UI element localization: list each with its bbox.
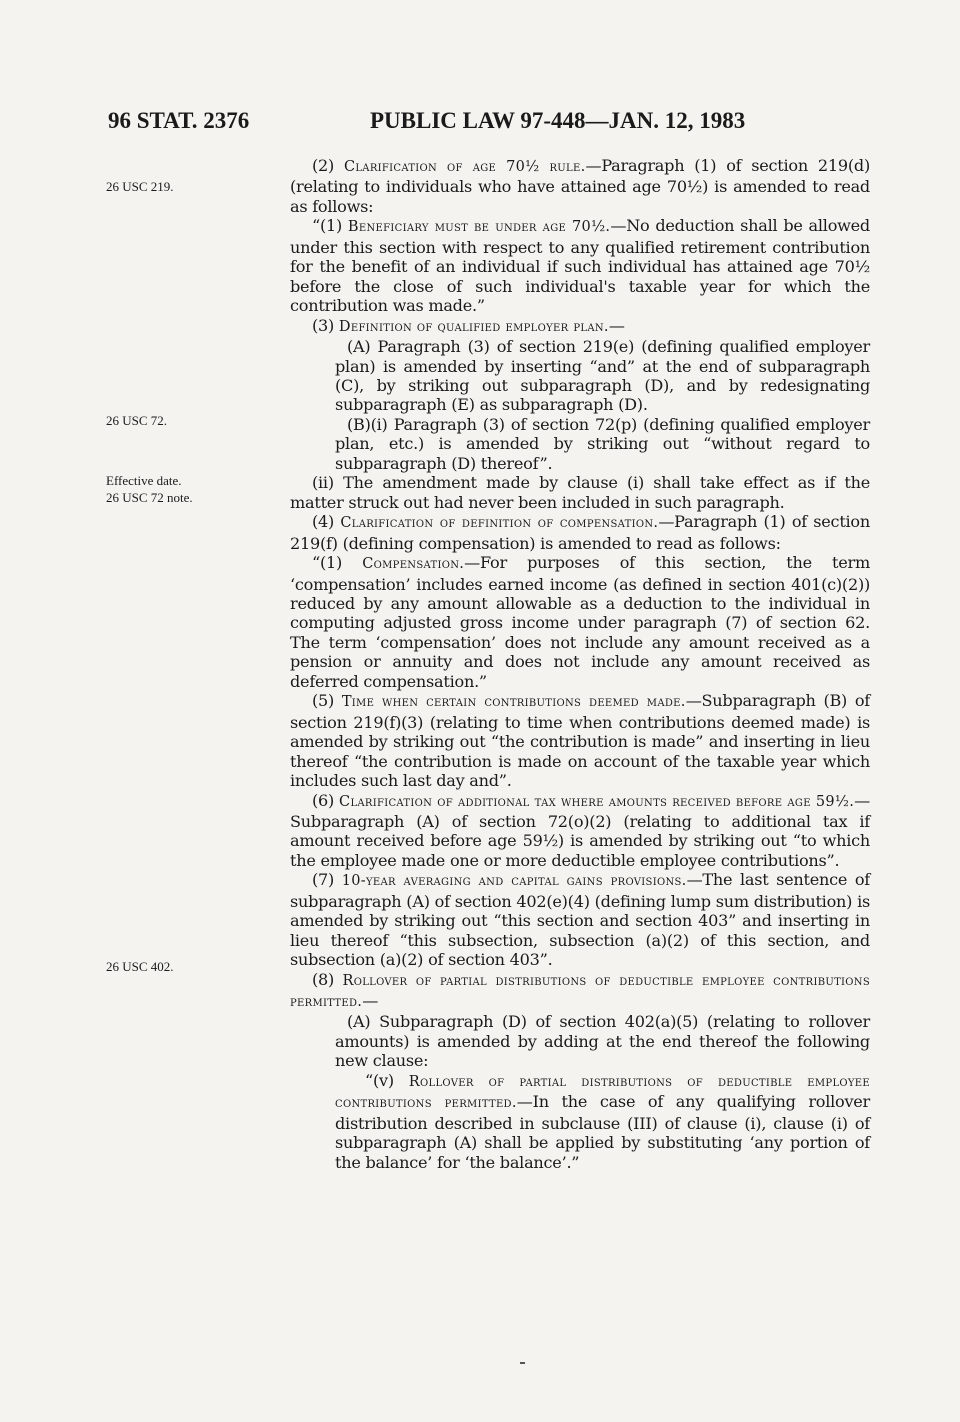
- paragraph-2: [290, 156, 870, 216]
- paragraph-6: [290, 791, 870, 871]
- paragraph-heading: Rollover of partial distributions of deductible employee contributions permitted.: [335, 1073, 870, 1112]
- paragraph-2-quoted: [290, 216, 870, 315]
- paragraph-8-quoted-clause: [290, 1071, 870, 1172]
- paragraph-number: (5): [312, 691, 342, 711]
- paragraph-3: [290, 316, 870, 337]
- paragraph-number: (2): [312, 156, 344, 175]
- statute-body: [290, 156, 870, 1172]
- paragraph-5: [290, 691, 870, 790]
- paragraph-heading: Clarification of additional tax where amounts received before age 59½.: [339, 793, 855, 810]
- paragraph-number: (8): [312, 969, 343, 989]
- paragraph-number: (7): [312, 870, 342, 890]
- paragraph-text: —Subparagraph (B) of section 219(f)(3) (relating to time when contributions deemed made) is amended by striking out “the contribution is made” and inserting in lieu thereof “the contribution is made on account of the taxable year which includes such last day and”.: [290, 691, 870, 791]
- margin-note-26usc72-note: 26 USC 72 note.: [106, 490, 193, 505]
- paragraph-3-b-i: (B)(i) Paragraph (3) of section 72(p) (defining qualified employer plan, etc.) is amended by striking out “without regard to subparagraph (D) thereof”.: [335, 414, 870, 473]
- paragraph-text: —Subparagraph (A) of section 72(o)(2) (relating to additional tax if amount received before age 59½) is amended by striking out “to which the employee made one or more deductible employee contributions”.: [290, 790, 870, 870]
- paragraph-number: (6): [312, 790, 340, 810]
- paragraph-3-b-ii: (ii) The amendment made by clause (i) shall take effect as if the matter struck out had never been included in such paragraph.: [290, 473, 870, 512]
- paragraph-number: “(1): [312, 553, 363, 573]
- paragraph-3-a: (A) Paragraph (3) of section 219(e) (defining qualified employer plan) is amended by inserting “and” at the end of subparagraph (C), by striking out subparagraph (D), and by redesignating subparagraph (E) as subparagraph (D).: [335, 337, 870, 415]
- paragraph-text: —No deduction shall be allowed under this section with respect to any qualified retirement contribution for the benefit of an individual if such individual has attained age 70½ before the close of such individual's taxable year for which the contribution was made.”: [290, 216, 870, 316]
- paragraph-dash: —: [362, 991, 379, 1011]
- paragraph-heading: Beneficiary must be under age 70½.: [347, 219, 611, 236]
- paragraph-heading: Clarification of definition of compensation.: [340, 515, 659, 532]
- paragraph-heading: 10-year averaging and capital gains provisions.: [341, 873, 687, 890]
- paragraph-number: “(1): [312, 216, 348, 236]
- paragraph-8-a: (A) Subparagraph (D) of section 402(a)(5) (relating to rollover amounts) is amended by adding at the end thereof the following new clause:: [335, 1012, 870, 1071]
- margin-note-26usc402: 26 USC 402.: [106, 959, 174, 974]
- page-header: [108, 108, 868, 148]
- paragraph-text: —In the case of any qualifying rollover distribution described in subclause (III) of clause (i), clause (i) of subparagraph (A) shall be applied by substituting ‘any portion of the balance’ for ‘the balance’.”: [335, 1092, 870, 1172]
- paragraph-number: (3): [312, 315, 339, 335]
- paragraph-dash: —: [608, 315, 625, 335]
- paragraph-text: —The last sentence of subparagraph (A) of section 402(e)(4) (defining lump sum distribution) is amended by striking out “this section and section 403” and inserting in lieu thereof “this subsection, subsection (a)(2) of this section, and subsection (a)(2) of section 403”.: [290, 870, 870, 970]
- paragraph-4-quoted: [290, 553, 870, 691]
- margin-note-26usc72: 26 USC 72.: [106, 413, 168, 428]
- law-title: PUBLIC LAW 97-448—JAN. 12, 1983: [370, 108, 746, 133]
- statute-page-reference: 96 STAT. 2376: [108, 108, 250, 133]
- margin-note-26usc219: 26 USC 219.: [106, 179, 174, 194]
- paragraph-number: (4): [312, 512, 341, 532]
- paragraph-4: [290, 512, 870, 553]
- page-mark: [520, 1362, 525, 1364]
- paragraph-text: —For purposes of this section, the term ‘compensation’ includes earned income (as defined in section 401(c)(2)) reduced by any amount allowable as a deduction to the individual in computing adjusted gross income under paragraph (7) of section 62. The term ‘compensation’ does not include any amount received as a pension or annuity and does not include any amount received as deferred compensation.”: [290, 553, 871, 691]
- paragraph-8: [290, 970, 870, 1013]
- paragraph-7: [290, 870, 870, 969]
- paragraph-heading: Rollover of partial distributions of deductible employee contributions permitted.: [290, 972, 870, 1011]
- paragraph-heading: Definition of qualified employer plan.: [338, 318, 609, 335]
- paragraph-heading: Time when certain contributions deemed made.: [341, 694, 686, 711]
- paragraph-text: —Paragraph (1) of section 219(d) (relating to individuals who have attained age 70½) is amended to read as follows:: [290, 156, 870, 216]
- paragraph-number: “(v): [365, 1070, 409, 1090]
- paragraph-heading: Clarification of age 70½ rule.: [343, 159, 586, 175]
- paragraph-text: —Paragraph (1) of section 219(f) (defining compensation) is amended to read as follows:: [290, 512, 870, 553]
- margin-note-effective-date: Effective date.: [106, 473, 182, 488]
- paragraph-heading: Compensation.: [362, 556, 465, 573]
